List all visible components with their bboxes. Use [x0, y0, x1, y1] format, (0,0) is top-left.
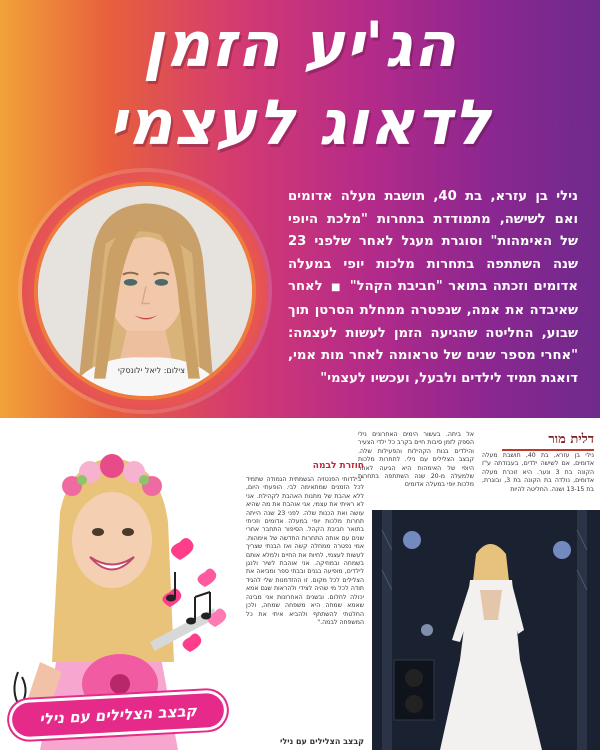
stage-photo [372, 510, 600, 750]
headline-line-1: הג'יע הזמן [143, 8, 457, 81]
section-subheading: חוזרת לבמה [312, 461, 364, 471]
author-byline: דלית מור [502, 431, 594, 451]
performer-on-stage-illustration [372, 510, 600, 750]
bullet-icon: ■ [331, 282, 342, 294]
woman-portrait-illustration [38, 186, 252, 396]
intro-paragraph [288, 186, 578, 390]
article-column-2: אל ביתה. בעשור הימים האחרונים נילי הספק לזמן סיבות חיים בקרב כל ילדי הצעיר והילדים בנות הקהילות והפעילות שלה. קבצב הצלילים עם נילי. לתחרות מלכות היופי של האימהות היא הגיעה לאחר שלמעלה מ-20 שנה השתתפה בתחרות מלכות יופי במעלה אדומים [358, 431, 474, 489]
promo-banner: קבצב הצלילים עם נילי [11, 692, 224, 737]
section-subheading-2: קבצב הצלילים עם נילי [280, 737, 364, 746]
article-column-1: נילי בן עזרא, בת 40, תושבת מעלה אדומים, אם לשישה ילדים, בעבודתה ע"ז הקונה בת 3 ונער. היא זוכרת מעלה אדומים, נולדה בת הקונה בת 3, ובוגרת, בת 13-15 ושנה. החליטה להיות [482, 452, 594, 493]
intro-text-part-1: נילי בן עזרא, בת 40, תושבת מעלה אדומים ואם לשישה, מתמודדת בתחרות "מלכת היופי של האימהות" וסוגרת מעגל לאחר שלפני 23 שנה השתתפה בתחרות מלכות יופי במעלה אדומים וזכתה בתואר "חביבת הקהל" [288, 189, 579, 295]
photo-credit: צילום: ליאל ילונסקי [118, 366, 185, 375]
headline-line-2: לדאוג לעצמי [108, 86, 492, 159]
intro-text-part-2: לאחר שאיבדה את אמה, שנפטרה ממחלת הסרטן תוך שבוע, החליטה שהגיעה הזמן לעשות לעצמה: "אחרי מספר שנים של טראומה לאחר מות אמי, דואגת תמיד לילדים ולבעל, ועכשיו לעצמי" [288, 279, 578, 386]
article-column-4: "בילדותי הפנטזיה הגשמתית הגמודה שתמיד לכל הזמנים שמתאימה לבי. הופעתי היום, ללא אהבת של מתנות האהבת לקהילת. אני לא ראיתי את עצמי, אני אוהבת את מה שהיא עושה ואת הכנות שלה. לפני 23 שנה הייתה תחרות מלכות יופי במעלה אדומים וזכיתי בתואר חביבת הקהל. הסיפור התחבר אחרי שנים עם אותה התחרות החדשה של אימהות. אמי נפטרה ממחלה קשה ואז הבנתי שצריך לעשות לעצמי, לחיות את החיים ולמלא אותם בשמחה ובמוזיקה. אני אוהבת לשיר ולנגן לילדים, מופיעה בגנים ובבתי ספר ומביאה את הצלילים לכל מקום. זו ההזדמנות שלי להגיד תודה לכל מי שהיה לצידי ולהראות שגם אמא יכולה לחלום. ובשנים האחרונות אני מבינה שאמא שמחה היא משפחה שמחה, ולכן החלטתי להשתתף ולהביא איתי את כל המשפחה לבמה." [246, 476, 364, 626]
